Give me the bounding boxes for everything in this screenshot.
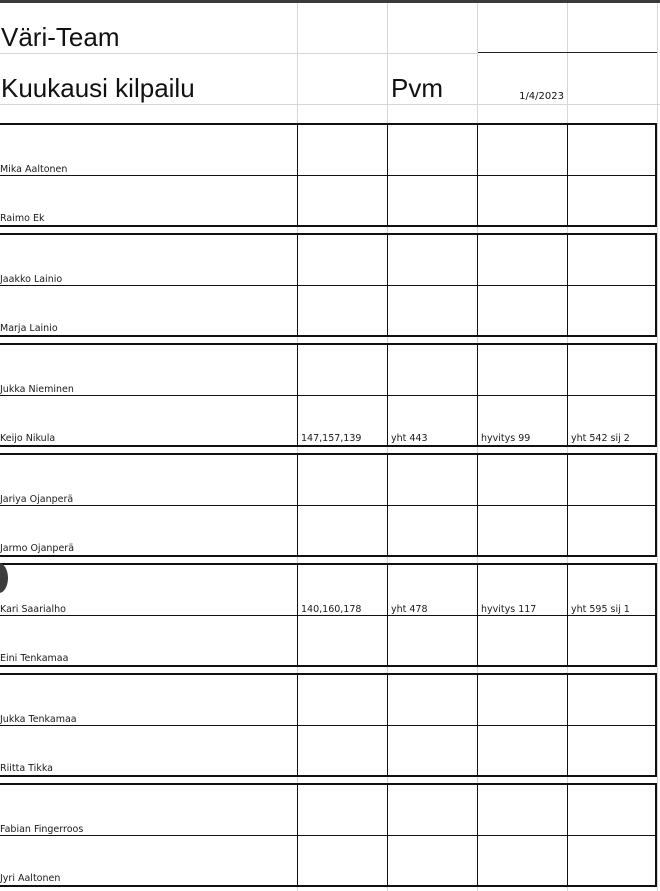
player-name[interactable]: Jaakko Lainio <box>0 274 63 285</box>
player-name[interactable]: Marja Lainio <box>0 323 58 334</box>
column-divider <box>477 345 478 445</box>
column-divider <box>477 235 478 335</box>
player-name[interactable]: Raimo Ek <box>0 213 45 224</box>
column-divider <box>297 785 298 885</box>
column-divider <box>477 565 478 665</box>
score-cell-total[interactable]: yht 478 <box>391 604 428 615</box>
column-divider <box>567 785 568 885</box>
column-divider <box>567 235 568 335</box>
team-block <box>0 563 657 667</box>
player-name[interactable]: Fabian Fingerroos <box>0 824 84 835</box>
sheet-top-border <box>0 0 660 3</box>
column-divider <box>387 455 388 555</box>
player-name[interactable]: Jukka Nieminen <box>0 384 74 395</box>
score-cell-result[interactable]: yht 542 sij 2 <box>571 433 630 444</box>
score-cell-scores[interactable]: 147,157,139 <box>301 433 362 444</box>
column-divider <box>567 125 568 225</box>
player-name[interactable]: Mika Aaltonen <box>0 164 68 175</box>
player-name[interactable]: Jukka Tenkamaa <box>0 714 77 725</box>
column-divider <box>387 785 388 885</box>
score-cell-handicap[interactable]: hyvitys 99 <box>481 433 531 444</box>
team-block <box>0 233 657 337</box>
column-divider <box>567 455 568 555</box>
column-divider <box>297 125 298 225</box>
row-divider <box>0 285 655 286</box>
column-divider <box>297 455 298 555</box>
score-cell-scores[interactable]: 140,160,178 <box>301 604 362 615</box>
player-name[interactable]: Jarmo Ojanperä <box>0 543 75 554</box>
column-divider <box>297 565 298 665</box>
sheet-title[interactable]: Väri-Team <box>1 22 120 52</box>
column-divider <box>297 235 298 335</box>
column-divider <box>387 125 388 225</box>
row-divider <box>0 615 655 616</box>
player-name[interactable]: Eini Tenkamaa <box>0 653 69 664</box>
column-divider <box>297 675 298 775</box>
row-divider <box>0 395 655 396</box>
score-cell-handicap[interactable]: hyvitys 117 <box>481 604 537 615</box>
column-divider <box>387 675 388 775</box>
sheet-subtitle[interactable]: Kuukausi kilpailu <box>1 73 195 103</box>
team-block <box>0 673 657 777</box>
row-divider <box>0 175 655 176</box>
column-divider <box>567 565 568 665</box>
date-label[interactable]: Pvm <box>391 73 443 103</box>
gridline <box>657 3 658 891</box>
team-block <box>0 343 657 447</box>
column-divider <box>567 675 568 775</box>
team-block <box>0 123 657 227</box>
date-cell-border <box>478 52 657 53</box>
column-divider <box>387 565 388 665</box>
player-name[interactable]: Keijo Nikula <box>0 433 56 444</box>
team-block <box>0 783 657 887</box>
column-divider <box>387 345 388 445</box>
column-divider <box>567 345 568 445</box>
column-divider <box>477 455 478 555</box>
date-value[interactable]: 1/4/2023 <box>519 91 564 102</box>
column-divider <box>297 345 298 445</box>
player-name[interactable]: Riitta Tikka <box>0 763 53 774</box>
column-divider <box>477 785 478 885</box>
row-divider <box>0 835 655 836</box>
score-cell-total[interactable]: yht 443 <box>391 433 428 444</box>
row-divider <box>0 725 655 726</box>
column-divider <box>477 675 478 775</box>
player-name[interactable]: Kari Saarialho <box>0 604 66 615</box>
column-divider <box>477 125 478 225</box>
column-divider <box>387 235 388 335</box>
team-block <box>0 453 657 557</box>
player-name[interactable]: Jariya Ojanperä <box>0 494 74 505</box>
score-cell-result[interactable]: yht 595 sij 1 <box>571 604 630 615</box>
player-name[interactable]: Jyri Aaltonen <box>0 873 61 884</box>
row-divider <box>0 505 655 506</box>
